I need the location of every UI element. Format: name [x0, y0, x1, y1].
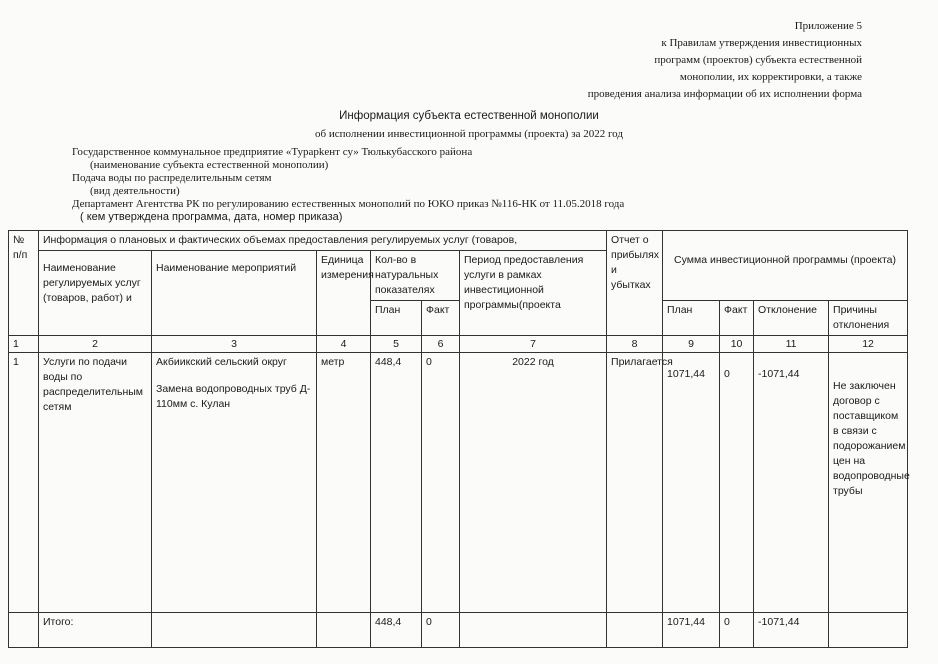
column-number: 9: [663, 336, 720, 353]
row-measure-cell: [152, 353, 317, 613]
header-period-text: Период предоставления услуги в рамках инвестиционной программы(проекта: [464, 254, 584, 311]
total-no: [9, 613, 39, 648]
column-number: 3: [152, 336, 317, 353]
header-deviation: Отклонение: [754, 301, 829, 336]
subject-name: Государственное коммунальное предприятие «Турарkент су» Тюлькубасского района: [72, 146, 473, 158]
header-service-name-text: Наименование регулируемых услуг (товаров, работ) и: [43, 262, 141, 304]
row-service: Услуги по подачи воды по распределительным сетям: [39, 353, 152, 613]
row-fact-qty: 0: [422, 353, 460, 613]
total-plan-qty: 448,4: [371, 613, 422, 648]
row-sum-fact: 0: [720, 353, 754, 613]
header-sum-group-top: [663, 231, 908, 251]
header-row-1: [9, 231, 908, 251]
total-label: Итого:: [39, 613, 152, 648]
row-measure: Замена водопроводных труб Д- 110мм с. Кулан: [156, 383, 311, 410]
header-sum-plan: План: [663, 301, 720, 336]
activity-type: Подача воды по распределительным сетям: [72, 172, 272, 184]
total-sum-fact: 0: [720, 613, 754, 648]
appendix-line: программ (проектов) субъекта естественной: [654, 54, 862, 66]
header-qty-plan: План: [371, 301, 422, 336]
column-number: 6: [422, 336, 460, 353]
total-sum-plan: 1071,44: [663, 613, 720, 648]
row-profit-report: Прилагается: [607, 353, 663, 613]
title-line-1: Информация субъекта естественной монополии: [339, 110, 599, 122]
total-reason: [829, 613, 908, 648]
column-number: 7: [460, 336, 607, 353]
header-period: [460, 251, 607, 336]
row-district: Акбиикский сельский округ: [156, 356, 287, 368]
appendix-line: проведения анализа информации об их исполнении форма: [587, 88, 862, 100]
row-sum-plan: 1071,44: [663, 353, 720, 613]
appendix-line: Приложение 5: [794, 20, 862, 32]
total-fact-qty: 0: [422, 613, 460, 648]
document-title: [0, 110, 938, 140]
column-number: 12: [829, 336, 908, 353]
row-period: 2022 год: [460, 353, 607, 613]
column-number-row: [9, 336, 908, 353]
row-unit: метр: [317, 353, 371, 613]
header-unit: Единица измерения: [317, 251, 371, 336]
column-number: 11: [754, 336, 829, 353]
table-row: [9, 353, 908, 613]
header-info-group: Информация о плановых и фактических объемах предоставления регулируемых услуг (товаров,: [39, 231, 607, 251]
header-row-2: [9, 251, 908, 301]
total-period: [460, 613, 607, 648]
activity-caption: (вид деятельности): [90, 185, 180, 197]
column-number: 8: [607, 336, 663, 353]
approval-caption: ( кем утверждена программа, дата, номер приказа): [80, 211, 343, 223]
row-plan-qty: 448,4: [371, 353, 422, 613]
row-no: 1: [9, 353, 39, 613]
investment-program-table: [8, 230, 908, 648]
appendix-line: монополии, их корректировки, а также: [679, 71, 862, 83]
column-number: 1: [9, 336, 39, 353]
total-row: [9, 613, 908, 648]
header-sum-fact: Факт: [720, 301, 754, 336]
header-profit-report: Отчет о прибылях и убытках: [607, 231, 663, 336]
header-quantity-group: Кол-во в натуральных показателях: [371, 251, 460, 301]
header-reasons: Причины отклонения: [829, 301, 908, 336]
header-sum-group: Сумма инвестиционной программы (проекта): [663, 251, 908, 301]
title-line-2: об исполнении инвестиционной программы (проекта) за 2022 год: [315, 128, 623, 140]
header-no: № п/п: [9, 231, 39, 336]
subject-name-caption: (наименование субъекта естественной монополии): [90, 159, 329, 171]
approval-info: Департамент Агентства РК по регулированию естественных монополий по ЮКО приказ №116-НК от 11.05.2018 года: [72, 198, 625, 210]
header-qty-fact: Факт: [422, 301, 460, 336]
header-service-name: [39, 251, 152, 336]
total-measure: [152, 613, 317, 648]
appendix-header: [588, 18, 862, 103]
total-deviation: -1071,44: [754, 613, 829, 648]
column-number: 5: [371, 336, 422, 353]
column-number: 2: [39, 336, 152, 353]
row-reason: Не заключен договор с поставщиком в связи с подорожанием цен на водопроводные трубы: [829, 353, 908, 613]
total-unit: [317, 613, 371, 648]
row-deviation: -1071,44: [754, 353, 829, 613]
total-profit-report: [607, 613, 663, 648]
column-number: 4: [317, 336, 371, 353]
header-measure-name: Наименование мероприятий: [152, 251, 317, 336]
appendix-line: к Правилам утверждения инвестиционных: [661, 37, 862, 49]
column-number: 10: [720, 336, 754, 353]
